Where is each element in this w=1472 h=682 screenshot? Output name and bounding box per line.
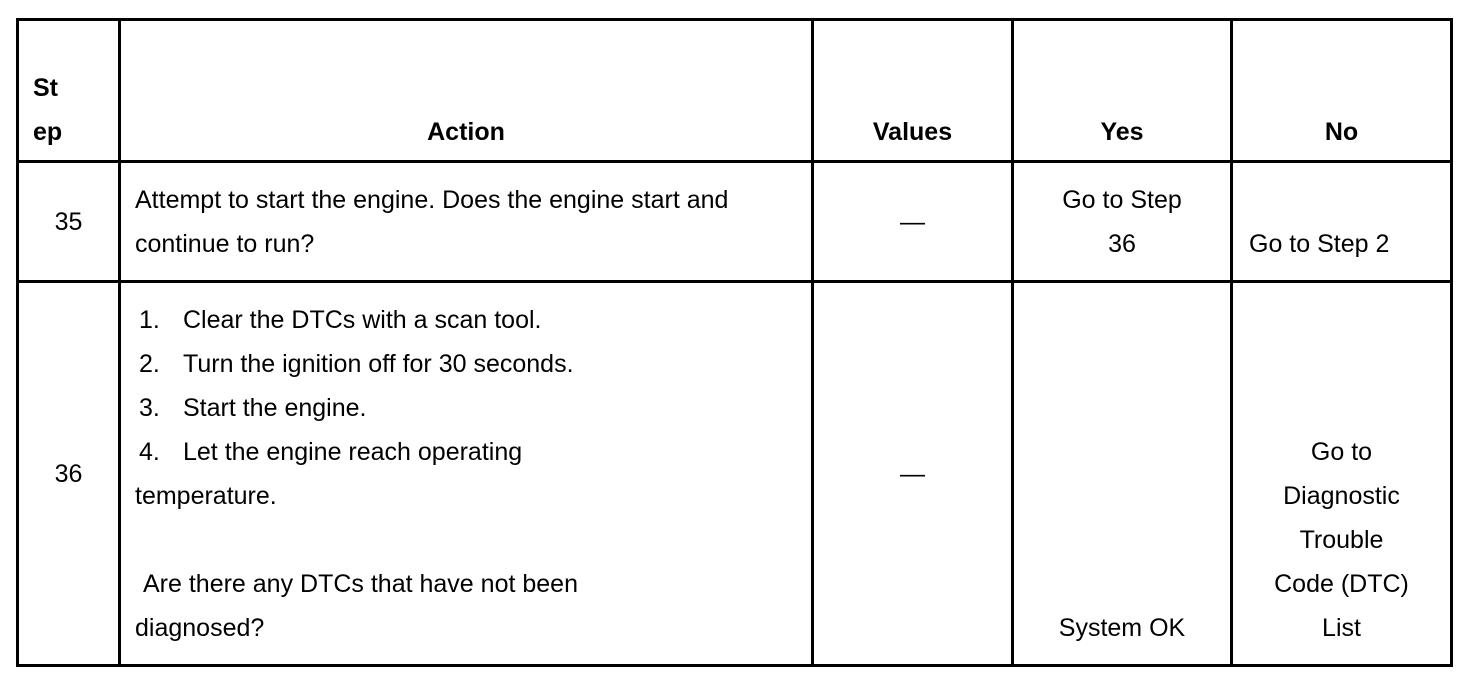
action-text: Attempt to start the engine. Does the engine start and continue to run? bbox=[120, 162, 813, 282]
list-item-number: 4. bbox=[139, 437, 160, 466]
header-values: Values bbox=[813, 20, 1013, 162]
table-row bbox=[18, 162, 1452, 282]
action-steps-cell bbox=[120, 282, 813, 666]
list-item bbox=[135, 430, 801, 474]
list-item-continued: temperature. bbox=[135, 481, 277, 510]
yes-line2: 36 bbox=[1108, 229, 1136, 258]
no-cell: Go to Step 2 bbox=[1232, 162, 1452, 282]
question-line1: Are there any DTCs that have not been bbox=[143, 569, 578, 598]
header-step-line2: ep bbox=[33, 118, 63, 146]
step-number: 35 bbox=[18, 162, 120, 282]
no-line: Go to bbox=[1310, 438, 1373, 466]
header-step-line1: St bbox=[33, 74, 58, 102]
diagnostic-table bbox=[16, 18, 1453, 667]
no-cell bbox=[1232, 282, 1452, 666]
question-line2: diagnosed? bbox=[135, 613, 265, 642]
header-yes: Yes bbox=[1013, 20, 1232, 162]
no-line: Code (DTC) bbox=[1274, 570, 1409, 598]
list-item-number: 1. bbox=[139, 305, 160, 334]
list-item-number: 3. bbox=[139, 393, 160, 422]
list-item-number: 2. bbox=[139, 349, 160, 378]
list-item bbox=[135, 386, 801, 430]
header-row bbox=[18, 20, 1452, 162]
list-item bbox=[135, 298, 801, 342]
list-item-text: Start the engine. bbox=[183, 393, 367, 422]
header-step bbox=[18, 20, 120, 162]
list-item bbox=[135, 342, 801, 386]
spacer bbox=[135, 518, 801, 562]
value-cell: — bbox=[813, 162, 1013, 282]
yes-cell: System OK bbox=[1013, 282, 1232, 666]
list-item-text: Turn the ignition off for 30 seconds. bbox=[183, 349, 574, 378]
step-number: 36 bbox=[18, 282, 120, 666]
header-no: No bbox=[1232, 20, 1452, 162]
value-cell: — bbox=[813, 282, 1013, 666]
no-line: Trouble bbox=[1299, 526, 1384, 554]
list-item-text: Let the engine reach operating bbox=[183, 437, 523, 466]
list-item-text: Clear the DTCs with a scan tool. bbox=[183, 305, 542, 334]
yes-cell bbox=[1013, 162, 1232, 282]
table-row bbox=[18, 282, 1452, 666]
header-action: Action bbox=[120, 20, 813, 162]
no-line: List bbox=[1322, 614, 1361, 642]
no-line: Diagnostic bbox=[1283, 482, 1400, 510]
yes-line1: Go to Step bbox=[1062, 185, 1182, 214]
action-steps-list bbox=[135, 298, 801, 474]
